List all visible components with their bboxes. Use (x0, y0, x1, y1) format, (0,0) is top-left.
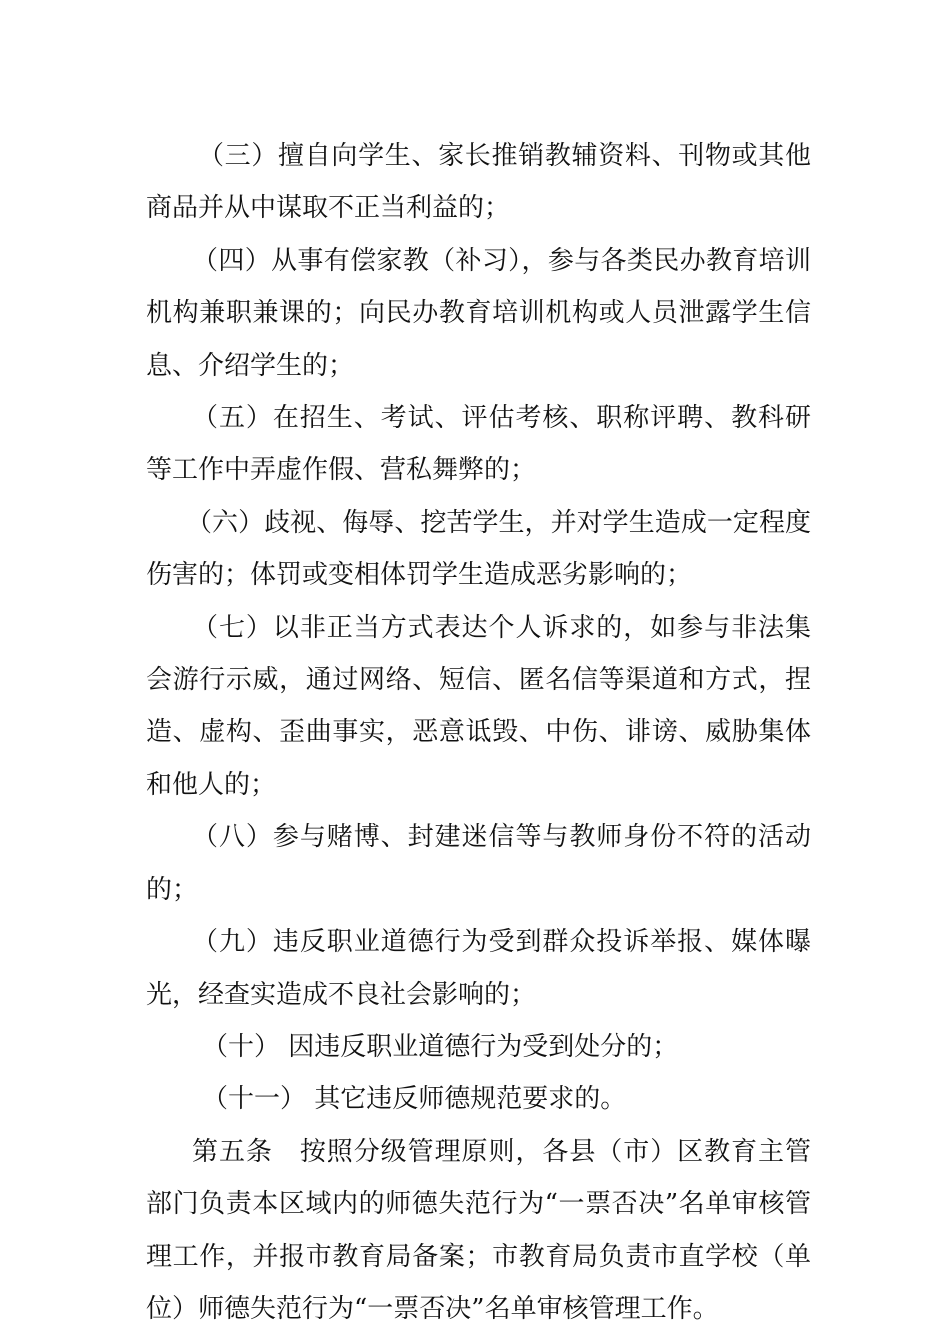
clause-6: （六）歧视、侮辱、挖苦学生，并对学生造成一定程度伤害的；体罚或变相体罚学生造成恶劣影响的； (146, 507, 811, 591)
clause-5: （五）在招生、考试、评估考核、职称评聘、教科研等工作中弄虚作假、营私舞弊的； (146, 403, 811, 486)
clause-10: （十） 因违反职业道德行为受到处分的； (202, 1031, 679, 1062)
clause-4: （四）从事有偿家教（补习），参与各类民办教育培训机构兼职兼课的；向民办教育培训机构或人员泄露学生信息、介绍学生的； (146, 245, 811, 381)
clause-3: （三）擅自向学生、家长推销教辅资料、刊物或其他商品并从中谋取不正当利益的； (146, 141, 811, 224)
clause-8: （八）参与赌博、封建迷信等与教师身份不符的活动的； (146, 822, 811, 905)
clause-9: （九）违反职业道德行为受到群众投诉举报、媒体曝光，经查实造成不良社会影响的； (146, 927, 811, 1010)
article-5: 第五条 按照分级管理原则，各县（市）区教育主管部门负责本区域内的师德失范行为“一票否决”名单审核管理工作，并报市教育局备案；市教育局负责市直学校（单位）师德失范行为“一票否决”名单审核管理工作。 (146, 1136, 811, 1324)
clause-11: （十一） 其它违反师德规范要求的。 (202, 1084, 627, 1115)
clause-7: （七）以非正当方式表达个人诉求的，如参与非法集会游行示威，通过网络、短信、匿名信等渠道和方式，捏造、虚构、歪曲事实，恶意诋毁、中伤、诽谤、威胁集体和他人的； (146, 612, 811, 800)
document-body (146, 130, 811, 1335)
